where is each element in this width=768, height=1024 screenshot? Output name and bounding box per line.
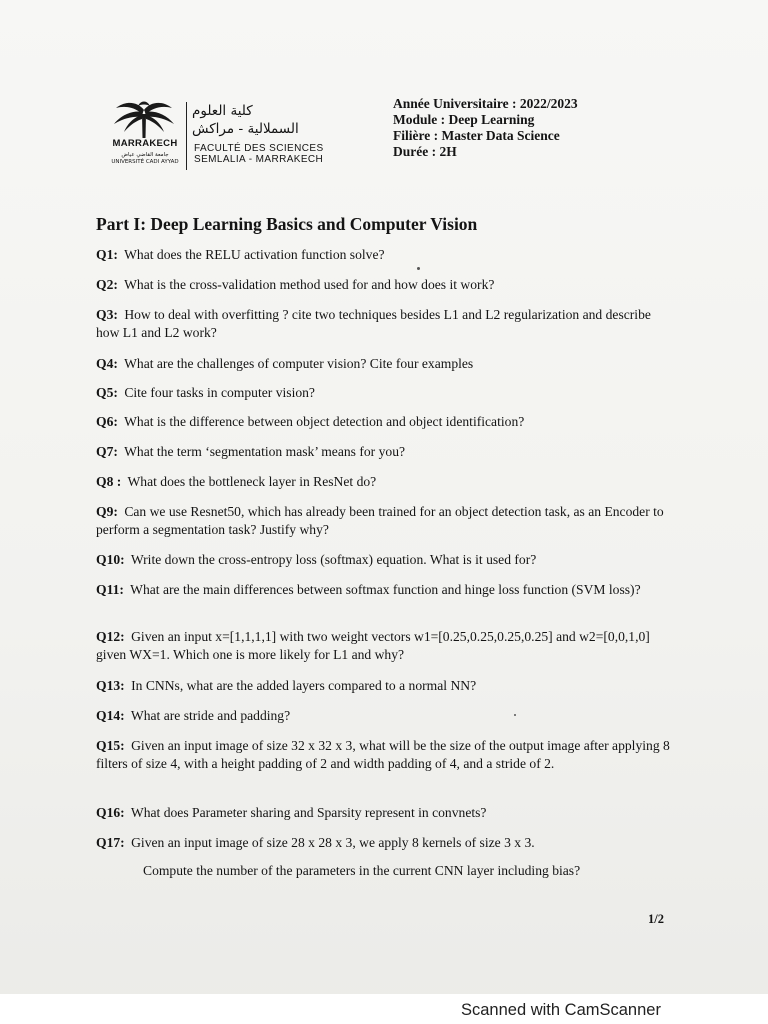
question-text: What are the challenges of computer vision? Cite four examples: [124, 356, 474, 371]
faculty-ar-line2: السملالية - مراكش: [192, 121, 299, 137]
faculty-fr-line2: SEMLALIA - MARRAKECH: [194, 154, 324, 165]
logo-university-fr: UNIVERSITÉ CADI AYYAD: [111, 159, 179, 165]
faculty-fr-line1: FACULTÉ DES SCIENCES: [194, 143, 324, 154]
question-text: What does the bottleneck layer in ResNet do?: [127, 474, 377, 489]
question-label: Q14:: [96, 708, 125, 723]
question-label: Q3:: [96, 307, 118, 322]
palm-tree-logo-icon: [108, 100, 180, 140]
exam-info: [393, 96, 578, 160]
question-text: What the term ‘segmentation mask’ means for you?: [124, 444, 406, 459]
question-item: [96, 551, 671, 569]
question-label: Q16:: [96, 805, 125, 820]
question-text: Given an input image of size 32 x 32 x 3, what will be the size of the output image after applying 8 filters of size 4, with a height padding of 2 and width padding of 4, and a stride of 2.: [96, 738, 670, 771]
question-text: What does Parameter sharing and Sparsity represent in convnets?: [130, 805, 487, 820]
question-label: Q8 :: [96, 474, 122, 489]
academic-year: Année Universitaire : 2022/2023: [393, 96, 578, 111]
question-label: Q9:: [96, 504, 118, 519]
question-item: [96, 503, 671, 539]
question-label: Q7:: [96, 444, 118, 459]
question-label: Q5:: [96, 385, 118, 400]
question-text: Given an input image of size 28 x 28 x 3, we apply 8 kernels of size 3 x 3.: [131, 835, 535, 850]
question-item: [96, 443, 671, 461]
question-text: What is the cross-validation method used for and how does it work?: [124, 277, 495, 292]
question-label: Q11:: [96, 582, 124, 597]
question-text: What are the main differences between softmax function and hinge loss function (SVM loss)?: [130, 582, 641, 597]
question-item: [96, 473, 671, 491]
question-text: Given an input x=[1,1,1,1] with two weight vectors w1=[0.25,0.25,0.25,0.25] and w2=[0,0,1,0] given WX=1. Which one is more likely for L1 and why?: [96, 629, 650, 662]
logo-divider: [186, 102, 187, 170]
question-label: Q12:: [96, 629, 125, 644]
part-title: Part I: Deep Learning Basics and Computer Vision: [96, 214, 478, 234]
question-item: [96, 306, 671, 342]
page-number: 1/2: [648, 912, 664, 926]
question-label: Q10:: [96, 552, 125, 567]
question-item: [96, 246, 671, 264]
logo-city-name: MARRAKECH: [112, 138, 178, 149]
logo-university-ar: جامعة القاضي عياض: [121, 152, 169, 158]
question-text: In CNNs, what are the added layers compared to a normal NN?: [131, 678, 477, 693]
logo-university-name: [108, 152, 182, 166]
question-text: What is the difference between object detection and object identification?: [124, 414, 525, 429]
question-item: [96, 707, 671, 725]
q17-continuation: Compute the number of the parameters in the current CNN layer including bias?: [143, 863, 581, 878]
question-label: Q17:: [96, 835, 125, 850]
scan-speck: [417, 267, 420, 270]
question-item: [96, 384, 671, 402]
camscanner-watermark: Scanned with CamScanner: [461, 1001, 661, 1019]
question-text: How to deal with overfitting ? cite two techniques besides L1 and L2 regularization and describe how L1 and L2 work?: [96, 307, 651, 340]
question-text: Write down the cross-entropy loss (softmax) equation. What is it used for?: [130, 552, 537, 567]
question-item: [96, 355, 671, 373]
question-label: Q4:: [96, 356, 118, 371]
question-item: [96, 413, 671, 431]
faculty-ar-line1: كلية العلوم: [192, 103, 253, 119]
question-text: What does the RELU activation function solve?: [124, 247, 385, 262]
question-label: Q6:: [96, 414, 118, 429]
faculty-name-arabic: [192, 102, 322, 138]
question-text: Cite four tasks in computer vision?: [124, 385, 315, 400]
question-item: [96, 834, 671, 852]
question-text: What are stride and padding?: [130, 708, 291, 723]
question-label: Q13:: [96, 678, 125, 693]
question-item: [96, 581, 671, 599]
question-label: Q1:: [96, 247, 118, 262]
question-label: Q2:: [96, 277, 118, 292]
module-name: Module : Deep Learning: [393, 112, 535, 127]
university-logo: [104, 100, 334, 180]
exam-duration: Durée : 2H: [393, 144, 457, 159]
question-text: Can we use Resnet50, which has already been trained for an object detection task, as an Encoder to perform a segmentation task? Justify why?: [96, 504, 664, 537]
question-item: [96, 804, 671, 822]
faculty-name-french: [194, 143, 324, 165]
question-item: [96, 276, 671, 294]
program-name: Filière : Master Data Science: [393, 128, 560, 143]
question-label: Q15:: [96, 738, 125, 753]
scan-speck: [514, 714, 516, 716]
question-item: [96, 677, 671, 695]
question-item: [96, 737, 671, 773]
question-item: [96, 628, 671, 664]
